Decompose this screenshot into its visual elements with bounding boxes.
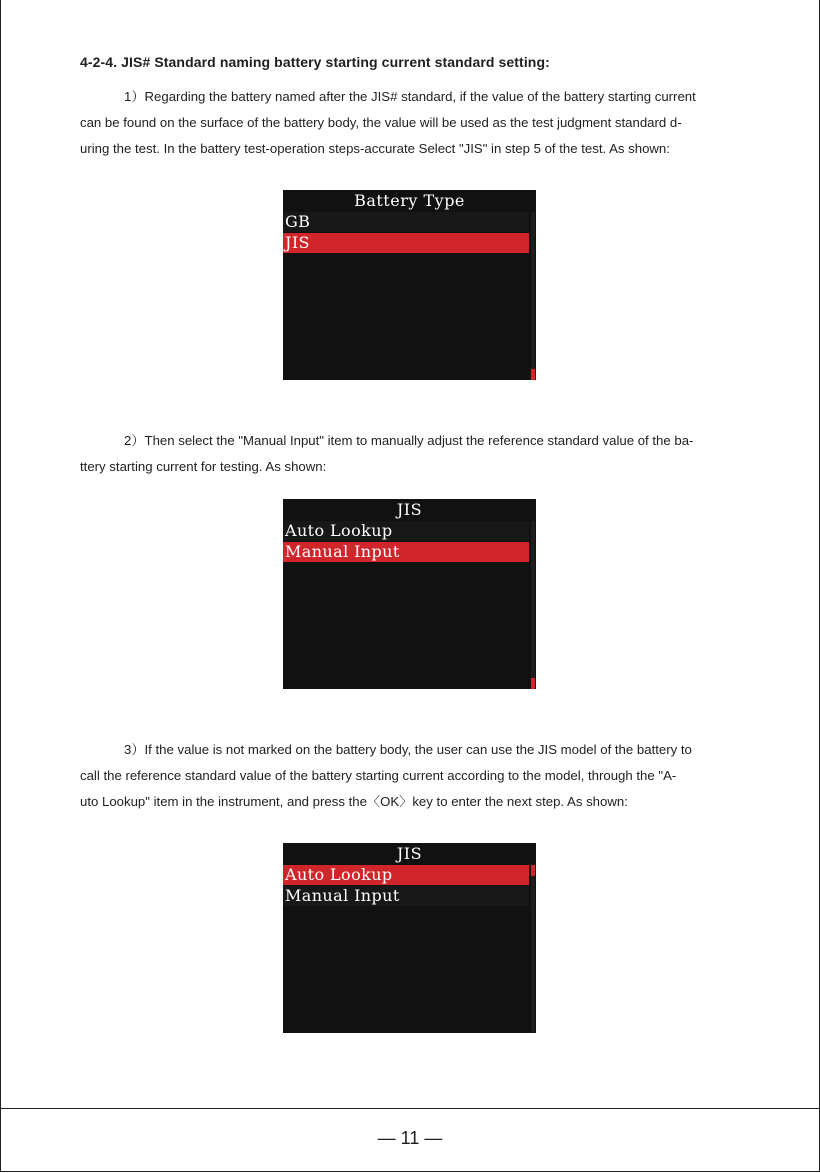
paragraph-3 xyxy=(80,737,742,815)
scrollbar-thumb[interactable] xyxy=(531,678,535,689)
menu-item-manual-input[interactable]: Manual Input xyxy=(283,886,529,906)
screen-menu-list xyxy=(283,865,536,1033)
menu-item-manual-input[interactable]: Manual Input xyxy=(283,542,529,562)
scrollbar-thumb[interactable] xyxy=(531,865,535,876)
section-title: 4-2-4. JIS# Standard naming battery starting current standard setting: xyxy=(80,54,550,70)
paragraph-line: uto Lookup" item in the instrument, and press the〈OK〉key to enter the next step. As shown: xyxy=(80,794,628,809)
device-screen-jis-manual xyxy=(283,499,536,689)
menu-item-gb[interactable]: GB xyxy=(283,212,529,232)
paragraph-line: can be found on the surface of the battery body, the value will be used as the test judgment standard d- xyxy=(80,115,682,130)
paragraph-line: call the reference standard value of the battery starting current according to the model, through the "A- xyxy=(80,768,677,783)
paragraph-line: ttery starting current for testing. As shown: xyxy=(80,459,327,474)
paragraph-line: 1）Regarding the battery named after the JIS# standard, if the value of the battery starting current xyxy=(124,89,696,104)
screen-menu-list xyxy=(283,212,536,380)
paragraph-line: 2）Then select the "Manual Input" item to manually adjust the reference standard value of the ba- xyxy=(124,433,694,448)
screen-title: Battery Type xyxy=(354,191,465,210)
menu-item-auto-lookup[interactable]: Auto Lookup xyxy=(283,865,529,885)
device-screen-battery-type xyxy=(283,190,536,380)
screen-title: JIS xyxy=(396,500,423,519)
device-screen-jis-auto xyxy=(283,843,536,1033)
menu-item-auto-lookup[interactable]: Auto Lookup xyxy=(283,521,529,541)
scrollbar[interactable] xyxy=(531,521,535,689)
scrollbar[interactable] xyxy=(531,865,535,1033)
paragraph-1 xyxy=(80,84,742,162)
scrollbar[interactable] xyxy=(531,212,535,380)
menu-item-jis[interactable]: JIS xyxy=(283,233,529,253)
screen-title: JIS xyxy=(396,844,423,863)
paragraph-line: 3）If the value is not marked on the battery body, the user can use the JIS model of the battery to xyxy=(124,742,692,757)
footer-divider xyxy=(0,1108,820,1109)
paragraph-2 xyxy=(80,428,742,480)
screen-menu-list xyxy=(283,521,536,689)
page-number: — 11 — xyxy=(377,1128,443,1148)
paragraph-line: uring the test. In the battery test-operation steps-accurate Select "JIS" in step 5 of the test. As shown: xyxy=(80,141,670,156)
scrollbar-thumb[interactable] xyxy=(531,369,535,380)
